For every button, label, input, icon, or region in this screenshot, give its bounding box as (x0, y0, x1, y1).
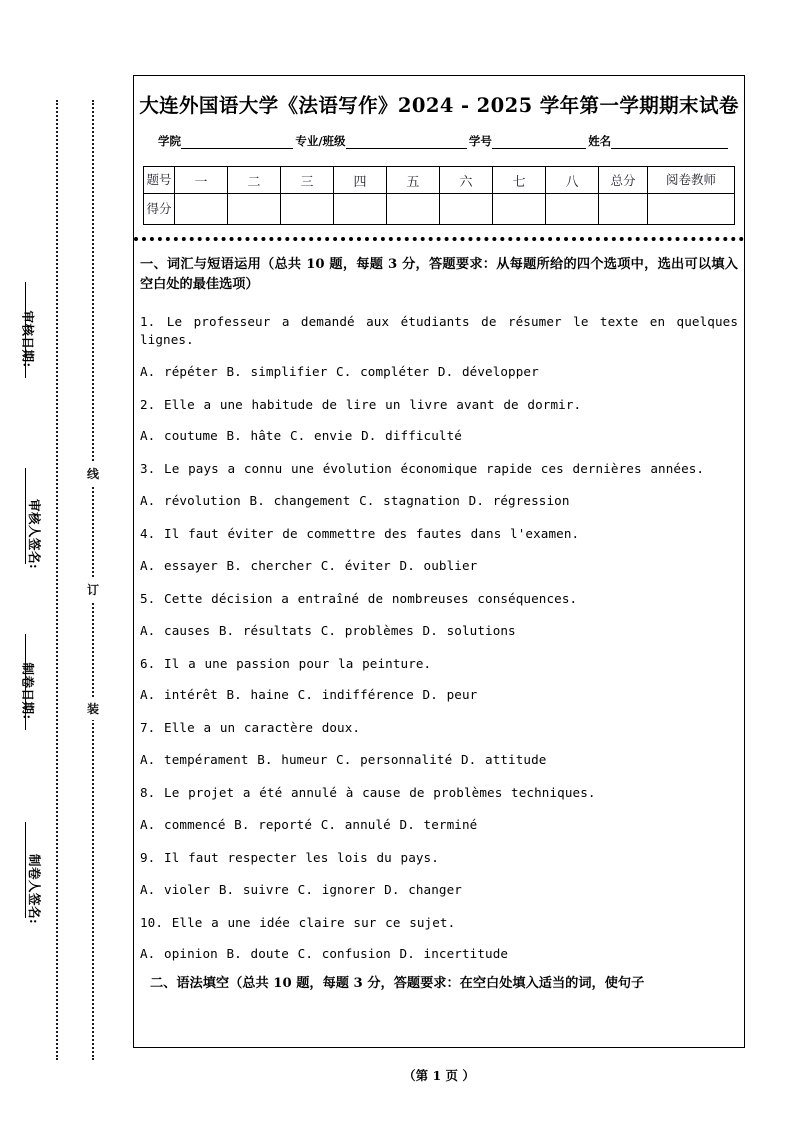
question-10-stem: 10. Elle a une idée claire sur ce sujet. (140, 914, 456, 930)
name-label: 姓名 (588, 134, 612, 148)
question-2-stem: 2. Elle a une habitude de lire un livre avant de dormir. (140, 396, 582, 412)
binding-margin (0, 0, 133, 1122)
question-10-options[interactable]: A. opinion B. doute C. confusion D. incertitude (140, 946, 509, 962)
question-8-options[interactable]: A. commencé B. reporté C. annulé D. terminé (140, 816, 478, 832)
seal-char-bind: 订 (84, 578, 102, 601)
college-label: 学院 (158, 134, 181, 148)
score-cell-6[interactable] (440, 194, 493, 225)
table-row-scores (144, 194, 735, 225)
score-col-2: 二 (228, 167, 281, 194)
major-class-label: 专业/班级 (295, 134, 346, 148)
question-9-stem: 9. Il faut respecter les lois du pays. (140, 849, 439, 865)
seal-char-line: 线 (84, 462, 102, 485)
score-col-3: 三 (281, 167, 334, 194)
score-col-8: 八 (546, 167, 599, 194)
question-4-stem: 4. Il faut éviter de commettre des fautes dans l'examen. (140, 526, 580, 542)
score-cell-5[interactable] (387, 194, 440, 225)
score-col-5: 五 (387, 167, 440, 194)
question-3-options[interactable]: A. révolution B. changement C. stagnation D. régression (140, 493, 570, 509)
table-row-question-numbers (144, 167, 735, 194)
page-title: 大连外国语大学《法语写作》2024 - 2025 学年第一学期期末试卷 (139, 94, 739, 117)
question-7-stem: 7. Elle a un caractère doux. (140, 720, 361, 736)
margin-label-reviewer-signature: 审核人签名: (27, 498, 43, 570)
score-cell-3[interactable] (281, 194, 334, 225)
score-col-1: 一 (175, 167, 228, 194)
question-1-options[interactable]: A. répéter B. simplifier C. compléter D. développer (140, 363, 539, 379)
score-cell-total[interactable] (599, 194, 648, 225)
score-cell-2[interactable] (228, 194, 281, 225)
page-footer: （第 1 页 ） (403, 1068, 475, 1083)
question-1-stem: 1. Le professeur a demandé aux étudiants de résumer le texte en quelques lignes. (140, 313, 738, 347)
score-col-4: 四 (334, 167, 387, 194)
score-col-total: 总分 (599, 167, 648, 194)
question-4-options[interactable]: A. essayer B. chercher C. éviter D. oublier (140, 557, 478, 573)
college-input[interactable] (181, 135, 293, 149)
student-id-label: 学号 (468, 134, 492, 148)
exam-content (134, 255, 744, 995)
question-6-stem: 6. Il a une passion pour la peinture. (140, 655, 432, 671)
seal-dotted-line-outer (56, 100, 58, 1060)
question-7-options[interactable]: A. tempérament B. humeur C. personnalité D. attitude (140, 752, 547, 768)
question-5-options[interactable]: A. causes B. résultats C. problèmes D. solutions (140, 622, 516, 638)
seal-char-pack: 装 (84, 697, 102, 720)
score-cell-teacher[interactable] (648, 194, 735, 225)
question-6-options[interactable]: A. intérêt B. haine C. indifférence D. peur (140, 687, 478, 703)
score-col-6: 六 (440, 167, 493, 194)
score-cell-8[interactable] (546, 194, 599, 225)
score-cell-1[interactable] (175, 194, 228, 225)
margin-label-printing-date: 制卷日期: (20, 662, 36, 720)
section-one-heading: 一、词汇与短语运用（总共 10 题，每题 3 分，答题要求：从每题所给的四个选项中，选出可以填入空白处的最佳选项） (140, 257, 738, 293)
score-col-7: 七 (493, 167, 546, 194)
major-class-input[interactable] (346, 135, 467, 149)
score-cell-4[interactable] (334, 194, 387, 225)
name-input[interactable] (611, 135, 728, 149)
section-two-heading: 二、语法填空（总共 10 题，每题 3 分，答题要求：在空白处填入适当的词，使句子 (150, 976, 645, 992)
question-3-stem: 3. Le pays a connu une évolution économique rapide ces dernières années. (140, 461, 705, 477)
score-table (143, 166, 735, 225)
question-5-stem: 5. Cette décision a entraîné de nombreuses conséquences. (140, 590, 578, 606)
student-id-input[interactable] (492, 135, 586, 149)
margin-label-review-date: 审核日期: (20, 310, 36, 368)
question-8-stem: 8. Le projet a été annulé à cause de problèmes techniques. (140, 785, 596, 801)
section-divider (134, 237, 744, 241)
score-cell-7[interactable] (493, 194, 546, 225)
student-identity-line (158, 133, 730, 149)
score-table-stub-question: 题号 (144, 167, 175, 194)
question-2-options[interactable]: A. coutume B. hâte C. envie D. difficulté (140, 428, 462, 444)
question-9-options[interactable]: A. violer B. suivre C. ignorer D. changer (140, 881, 462, 897)
score-table-stub-score: 得分 (144, 194, 175, 225)
margin-label-printer-signature: 制卷人签名: (27, 853, 43, 925)
exam-paper-frame (133, 75, 745, 1048)
score-col-teacher: 阅卷教师 (648, 167, 735, 194)
